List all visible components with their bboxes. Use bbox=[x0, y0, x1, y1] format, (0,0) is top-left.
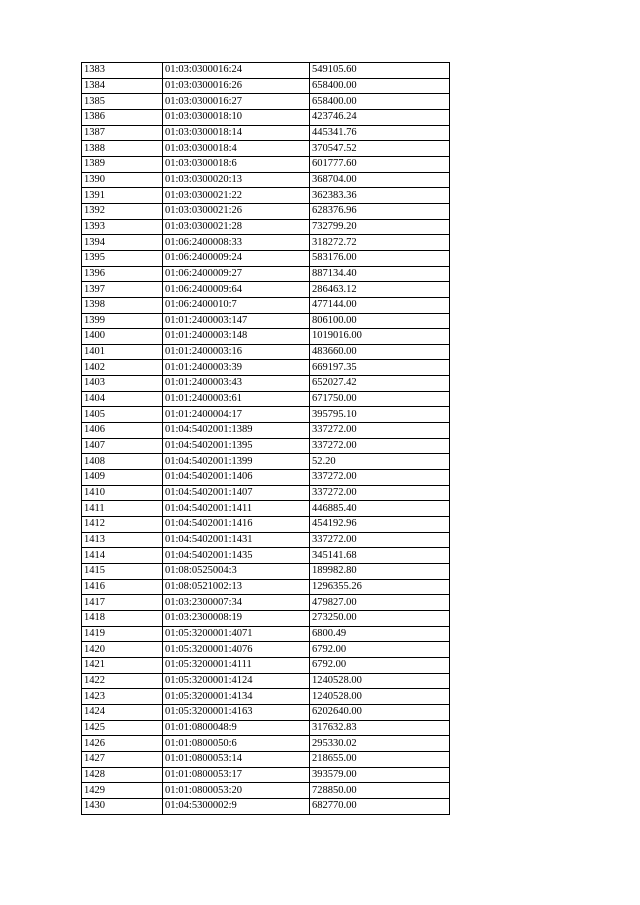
table-row bbox=[82, 673, 450, 689]
cadastral-number-cell: 01:05:3200001:4071 bbox=[163, 626, 310, 642]
value-cell: 732799.20 bbox=[310, 219, 450, 235]
row-number-cell: 1390 bbox=[82, 172, 163, 188]
cadastral-number-cell: 01:01:2400003:43 bbox=[163, 376, 310, 392]
cadastral-number-cell: 01:01:0800053:14 bbox=[163, 751, 310, 767]
row-number-cell: 1401 bbox=[82, 344, 163, 360]
table-row bbox=[82, 642, 450, 658]
value-cell: 286463.12 bbox=[310, 282, 450, 298]
table-row bbox=[82, 313, 450, 329]
table-row bbox=[82, 329, 450, 345]
row-number-cell: 1422 bbox=[82, 673, 163, 689]
value-cell: 671750.00 bbox=[310, 391, 450, 407]
value-cell: 446885.40 bbox=[310, 501, 450, 517]
row-number-cell: 1386 bbox=[82, 109, 163, 125]
row-number-cell: 1404 bbox=[82, 391, 163, 407]
row-number-cell: 1430 bbox=[82, 798, 163, 814]
cadastral-number-cell: 01:06:2400009:27 bbox=[163, 266, 310, 282]
value-cell: 658400.00 bbox=[310, 78, 450, 94]
value-cell: 318272.72 bbox=[310, 235, 450, 251]
row-number-cell: 1395 bbox=[82, 250, 163, 266]
value-cell: 477144.00 bbox=[310, 297, 450, 313]
table-row bbox=[82, 297, 450, 313]
row-number-cell: 1414 bbox=[82, 548, 163, 564]
value-cell: 370547.52 bbox=[310, 141, 450, 157]
table-row bbox=[82, 783, 450, 799]
row-number-cell: 1397 bbox=[82, 282, 163, 298]
value-cell: 887134.40 bbox=[310, 266, 450, 282]
cadastral-number-cell: 01:03:0300016:27 bbox=[163, 94, 310, 110]
table-row bbox=[82, 250, 450, 266]
row-number-cell: 1383 bbox=[82, 63, 163, 79]
value-cell: 479827.00 bbox=[310, 595, 450, 611]
value-cell: 6800.49 bbox=[310, 626, 450, 642]
cadastral-number-cell: 01:03:0300021:28 bbox=[163, 219, 310, 235]
table-row bbox=[82, 423, 450, 439]
table-row bbox=[82, 203, 450, 219]
cadastral-number-cell: 01:01:2400003:61 bbox=[163, 391, 310, 407]
cadastral-number-cell: 01:03:0300021:26 bbox=[163, 203, 310, 219]
value-cell: 1240528.00 bbox=[310, 689, 450, 705]
value-cell: 1019016.00 bbox=[310, 329, 450, 345]
table-row bbox=[82, 517, 450, 533]
cadastral-number-cell: 01:05:3200001:4134 bbox=[163, 689, 310, 705]
cadastral-number-cell: 01:08:0521002:13 bbox=[163, 579, 310, 595]
table-row bbox=[82, 78, 450, 94]
cadastral-number-cell: 01:03:0300018:6 bbox=[163, 156, 310, 172]
cadastral-number-cell: 01:04:5402001:1431 bbox=[163, 532, 310, 548]
row-number-cell: 1425 bbox=[82, 720, 163, 736]
cadastral-number-cell: 01:05:3200001:4076 bbox=[163, 642, 310, 658]
value-cell: 368704.00 bbox=[310, 172, 450, 188]
row-number-cell: 1424 bbox=[82, 704, 163, 720]
table-row bbox=[82, 720, 450, 736]
row-number-cell: 1396 bbox=[82, 266, 163, 282]
cadastral-number-cell: 01:03:0300016:26 bbox=[163, 78, 310, 94]
cadastral-number-cell: 01:06:2400008:33 bbox=[163, 235, 310, 251]
cadastral-number-cell: 01:04:5402001:1411 bbox=[163, 501, 310, 517]
cadastral-number-cell: 01:05:3200001:4111 bbox=[163, 657, 310, 673]
value-cell: 6202640.00 bbox=[310, 704, 450, 720]
table-row bbox=[82, 391, 450, 407]
row-number-cell: 1416 bbox=[82, 579, 163, 595]
value-cell: 273250.00 bbox=[310, 610, 450, 626]
table-row bbox=[82, 125, 450, 141]
value-cell: 393579.00 bbox=[310, 767, 450, 783]
table-row bbox=[82, 282, 450, 298]
row-number-cell: 1415 bbox=[82, 564, 163, 580]
value-cell: 345141.68 bbox=[310, 548, 450, 564]
cadastral-number-cell: 01:01:2400003:16 bbox=[163, 344, 310, 360]
row-number-cell: 1423 bbox=[82, 689, 163, 705]
table-row bbox=[82, 109, 450, 125]
cadastral-number-cell: 01:01:2400003:148 bbox=[163, 329, 310, 345]
row-number-cell: 1393 bbox=[82, 219, 163, 235]
row-number-cell: 1409 bbox=[82, 470, 163, 486]
cadastral-number-cell: 01:03:0300016:24 bbox=[163, 63, 310, 79]
table-row bbox=[82, 360, 450, 376]
table-row bbox=[82, 767, 450, 783]
table-row bbox=[82, 266, 450, 282]
value-cell: 658400.00 bbox=[310, 94, 450, 110]
value-cell: 669197.35 bbox=[310, 360, 450, 376]
row-number-cell: 1412 bbox=[82, 517, 163, 533]
row-number-cell: 1385 bbox=[82, 94, 163, 110]
row-number-cell: 1388 bbox=[82, 141, 163, 157]
row-number-cell: 1406 bbox=[82, 423, 163, 439]
table-row bbox=[82, 172, 450, 188]
table-row bbox=[82, 219, 450, 235]
row-number-cell: 1387 bbox=[82, 125, 163, 141]
row-number-cell: 1411 bbox=[82, 501, 163, 517]
cadastral-number-cell: 01:04:5402001:1435 bbox=[163, 548, 310, 564]
value-cell: 317632.83 bbox=[310, 720, 450, 736]
cadastral-number-cell: 01:01:2400004:17 bbox=[163, 407, 310, 423]
value-cell: 445341.76 bbox=[310, 125, 450, 141]
value-cell: 806100.00 bbox=[310, 313, 450, 329]
table-row bbox=[82, 657, 450, 673]
data-table bbox=[81, 62, 450, 815]
row-number-cell: 1391 bbox=[82, 188, 163, 204]
cadastral-number-cell: 01:04:5402001:1406 bbox=[163, 470, 310, 486]
row-number-cell: 1419 bbox=[82, 626, 163, 642]
row-number-cell: 1400 bbox=[82, 329, 163, 345]
row-number-cell: 1408 bbox=[82, 454, 163, 470]
cadastral-number-cell: 01:04:5402001:1416 bbox=[163, 517, 310, 533]
cadastral-number-cell: 01:05:3200001:4124 bbox=[163, 673, 310, 689]
cadastral-number-cell: 01:08:0525004:3 bbox=[163, 564, 310, 580]
table-row bbox=[82, 548, 450, 564]
table-row bbox=[82, 626, 450, 642]
cadastral-number-cell: 01:06:2400009:64 bbox=[163, 282, 310, 298]
value-cell: 362383.36 bbox=[310, 188, 450, 204]
table-row bbox=[82, 188, 450, 204]
value-cell: 483660.00 bbox=[310, 344, 450, 360]
row-number-cell: 1417 bbox=[82, 595, 163, 611]
table-row bbox=[82, 579, 450, 595]
cadastral-number-cell: 01:01:0800053:20 bbox=[163, 783, 310, 799]
value-cell: 652027.42 bbox=[310, 376, 450, 392]
cadastral-number-cell: 01:03:0300018:10 bbox=[163, 109, 310, 125]
cadastral-number-cell: 01:03:0300020:13 bbox=[163, 172, 310, 188]
row-number-cell: 1405 bbox=[82, 407, 163, 423]
row-number-cell: 1384 bbox=[82, 78, 163, 94]
row-number-cell: 1426 bbox=[82, 736, 163, 752]
value-cell: 337272.00 bbox=[310, 470, 450, 486]
value-cell: 6792.00 bbox=[310, 642, 450, 658]
table-row bbox=[82, 564, 450, 580]
row-number-cell: 1410 bbox=[82, 485, 163, 501]
cadastral-number-cell: 01:01:0800050:6 bbox=[163, 736, 310, 752]
value-cell: 52.20 bbox=[310, 454, 450, 470]
cadastral-number-cell: 01:03:2300008:19 bbox=[163, 610, 310, 626]
row-number-cell: 1392 bbox=[82, 203, 163, 219]
row-number-cell: 1428 bbox=[82, 767, 163, 783]
table-row bbox=[82, 595, 450, 611]
row-number-cell: 1389 bbox=[82, 156, 163, 172]
table-row bbox=[82, 438, 450, 454]
value-cell: 628376.96 bbox=[310, 203, 450, 219]
table-row bbox=[82, 235, 450, 251]
cadastral-number-cell: 01:01:0800048:9 bbox=[163, 720, 310, 736]
cadastral-number-cell: 01:04:5402001:1399 bbox=[163, 454, 310, 470]
row-number-cell: 1427 bbox=[82, 751, 163, 767]
table-row bbox=[82, 63, 450, 79]
table-row bbox=[82, 798, 450, 814]
cadastral-number-cell: 01:03:0300021:22 bbox=[163, 188, 310, 204]
cadastral-number-cell: 01:06:2400009:24 bbox=[163, 250, 310, 266]
value-cell: 601777.60 bbox=[310, 156, 450, 172]
cadastral-number-cell: 01:06:2400010:7 bbox=[163, 297, 310, 313]
value-cell: 549105.60 bbox=[310, 63, 450, 79]
value-cell: 583176.00 bbox=[310, 250, 450, 266]
table-row bbox=[82, 532, 450, 548]
value-cell: 337272.00 bbox=[310, 423, 450, 439]
row-number-cell: 1399 bbox=[82, 313, 163, 329]
table-row bbox=[82, 94, 450, 110]
cadastral-number-cell: 01:05:3200001:4163 bbox=[163, 704, 310, 720]
table-row bbox=[82, 454, 450, 470]
value-cell: 454192.96 bbox=[310, 517, 450, 533]
row-number-cell: 1418 bbox=[82, 610, 163, 626]
value-cell: 189982.80 bbox=[310, 564, 450, 580]
cadastral-number-cell: 01:04:5402001:1389 bbox=[163, 423, 310, 439]
value-cell: 728850.00 bbox=[310, 783, 450, 799]
cadastral-number-cell: 01:04:5300002:9 bbox=[163, 798, 310, 814]
cadastral-number-cell: 01:04:5402001:1407 bbox=[163, 485, 310, 501]
value-cell: 337272.00 bbox=[310, 532, 450, 548]
value-cell: 6792.00 bbox=[310, 657, 450, 673]
table-row bbox=[82, 704, 450, 720]
table-row bbox=[82, 610, 450, 626]
cadastral-number-cell: 01:03:0300018:4 bbox=[163, 141, 310, 157]
table-row bbox=[82, 344, 450, 360]
cadastral-number-cell: 01:01:2400003:147 bbox=[163, 313, 310, 329]
row-number-cell: 1402 bbox=[82, 360, 163, 376]
table-row bbox=[82, 751, 450, 767]
cadastral-number-cell: 01:04:5402001:1395 bbox=[163, 438, 310, 454]
row-number-cell: 1413 bbox=[82, 532, 163, 548]
table-row bbox=[82, 156, 450, 172]
value-cell: 295330.02 bbox=[310, 736, 450, 752]
table-row bbox=[82, 407, 450, 423]
row-number-cell: 1403 bbox=[82, 376, 163, 392]
cadastral-number-cell: 01:01:0800053:17 bbox=[163, 767, 310, 783]
value-cell: 1296355.26 bbox=[310, 579, 450, 595]
table-body bbox=[82, 63, 450, 815]
cadastral-number-cell: 01:03:2300007:34 bbox=[163, 595, 310, 611]
value-cell: 682770.00 bbox=[310, 798, 450, 814]
row-number-cell: 1429 bbox=[82, 783, 163, 799]
cadastral-number-cell: 01:01:2400003:39 bbox=[163, 360, 310, 376]
cadastral-number-cell: 01:03:0300018:14 bbox=[163, 125, 310, 141]
row-number-cell: 1394 bbox=[82, 235, 163, 251]
value-cell: 1240528.00 bbox=[310, 673, 450, 689]
row-number-cell: 1407 bbox=[82, 438, 163, 454]
value-cell: 218655.00 bbox=[310, 751, 450, 767]
table-row bbox=[82, 141, 450, 157]
row-number-cell: 1421 bbox=[82, 657, 163, 673]
table-row bbox=[82, 485, 450, 501]
row-number-cell: 1398 bbox=[82, 297, 163, 313]
table-row bbox=[82, 689, 450, 705]
table-row bbox=[82, 376, 450, 392]
value-cell: 337272.00 bbox=[310, 485, 450, 501]
table-row bbox=[82, 470, 450, 486]
value-cell: 395795.10 bbox=[310, 407, 450, 423]
value-cell: 423746.24 bbox=[310, 109, 450, 125]
table-row bbox=[82, 501, 450, 517]
row-number-cell: 1420 bbox=[82, 642, 163, 658]
value-cell: 337272.00 bbox=[310, 438, 450, 454]
table-row bbox=[82, 736, 450, 752]
